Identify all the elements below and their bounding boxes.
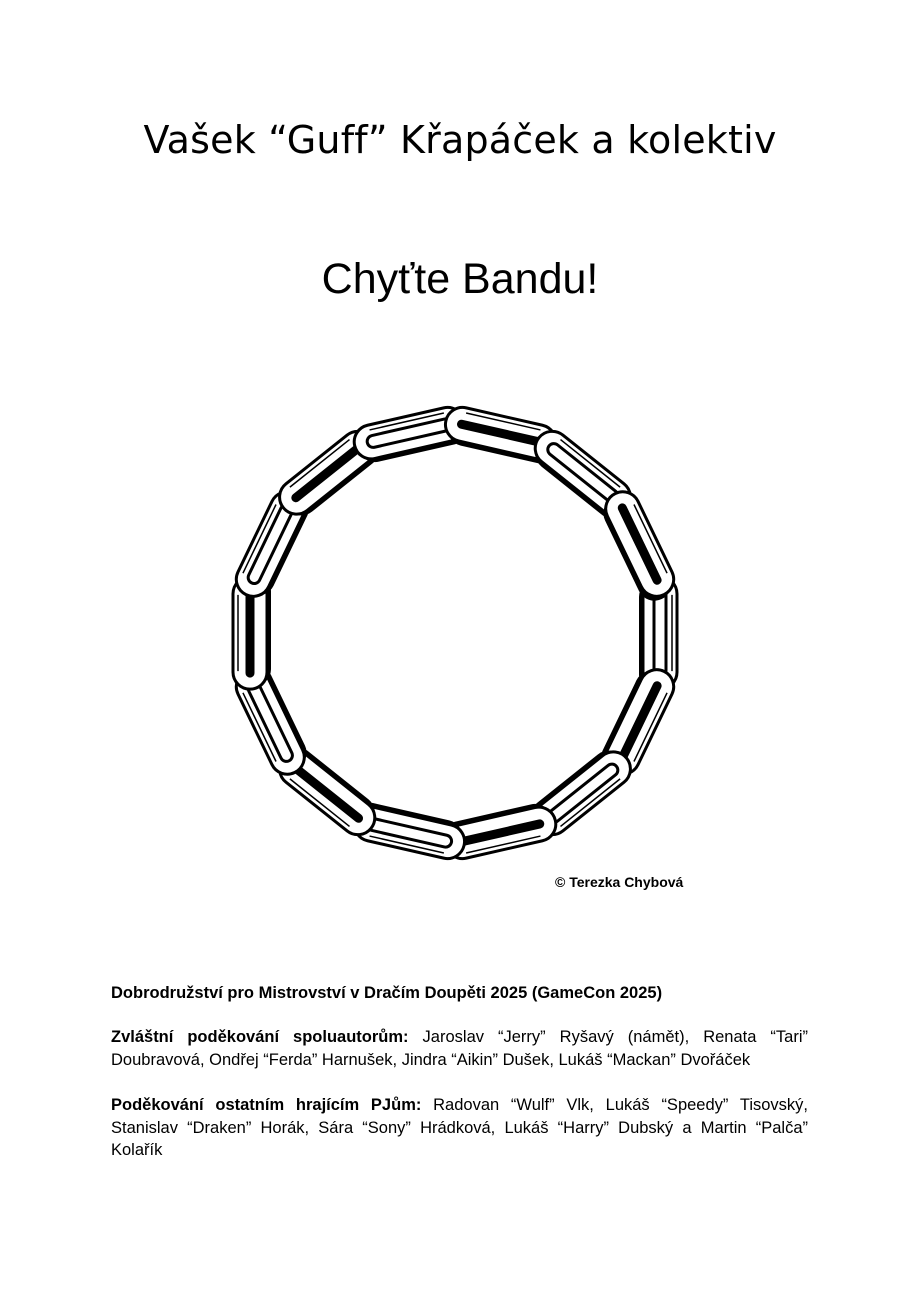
- coauthors-label: Zvláštní poděkování spoluautorům:: [111, 1028, 409, 1046]
- illustration-credit: © Terezka Chybová: [555, 874, 684, 890]
- page-title: Chyťte Bandu!: [321, 255, 599, 303]
- gms-text: Radovan “Wulf” Vlk, Lukáš “Speedy” Tisovský, Stanislav “Draken” Horák, Sára “Sony” Hrádková, Lukáš “Harry” Dubský a Martin “Palča” Kolařík: [111, 1096, 808, 1159]
- coauthors-text: Jaroslav “Jerry” Ryšavý (námět), Renata “Tari” Doubravová, Ondřej “Ferda” Harnušek, Jindra “Aikin” Dušek, Lukáš “Mackan” Dvořáček: [111, 1028, 808, 1069]
- gms-paragraph: [111, 1094, 808, 1162]
- chain-ring-icon: [215, 385, 695, 890]
- coauthors-paragraph: [111, 1026, 808, 1071]
- gms-label: Poděkování ostatním hrajícím PJům:: [111, 1096, 422, 1114]
- author-line: Vašek “Guff” Křapáček a kolektiv: [143, 118, 777, 162]
- event-line: Dobrodružství pro Mistrovství v Dračím Doupěti 2025 (GameCon 2025): [111, 984, 663, 1002]
- chain-link: [596, 486, 680, 606]
